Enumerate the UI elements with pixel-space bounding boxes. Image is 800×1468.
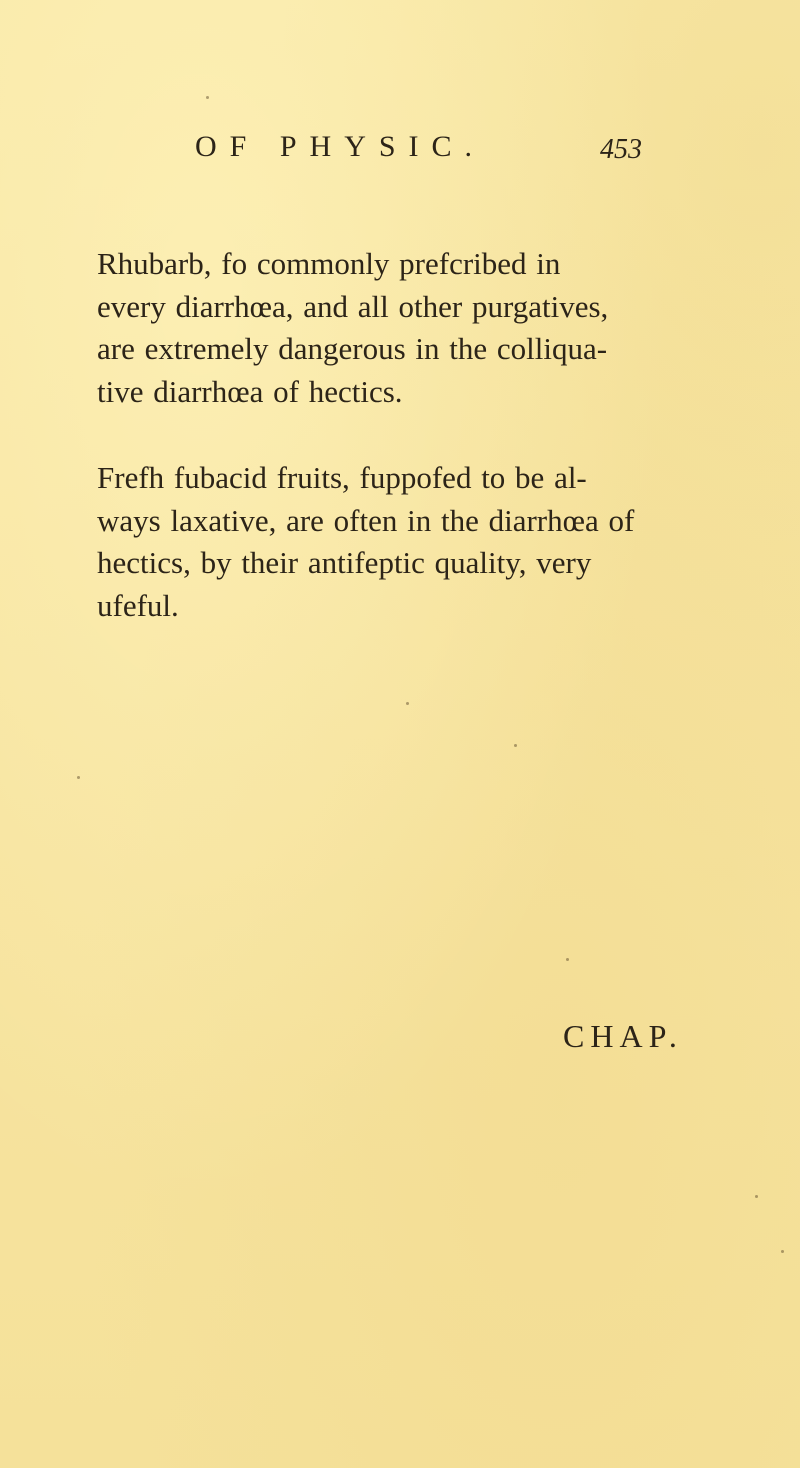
text-line: ways laxative, are often in the diarrhœa of	[97, 502, 635, 538]
text-line: are extremely dangerous in the colliqua-	[97, 331, 608, 367]
paragraph-rhubarb	[97, 243, 737, 413]
paragraph-fruits	[97, 457, 737, 627]
paper-speck	[514, 744, 517, 747]
paper-speck	[406, 702, 409, 705]
text-line: every diarrhœa, and all other purgatives,	[97, 288, 609, 324]
text-line: hectics, by their antifeptic quality, very	[97, 545, 592, 581]
text-line: tive diarrhœa of hectics.	[97, 373, 403, 409]
catchword: CHAP.	[563, 1018, 683, 1054]
text-line: ufeful.	[97, 587, 179, 623]
paper-speck	[566, 958, 569, 961]
paper-speck	[781, 1250, 784, 1253]
text-line: Frefh fubacid fruits, fuppofed to be al-	[97, 460, 587, 495]
paper-speck	[206, 96, 209, 99]
page-number: 453	[600, 134, 642, 165]
paper-speck	[755, 1195, 758, 1198]
text-line: Rhubarb, fo commonly prefcribed in	[97, 246, 561, 281]
running-title: OF PHYSIC.	[195, 130, 486, 163]
paper-speck	[77, 776, 80, 779]
